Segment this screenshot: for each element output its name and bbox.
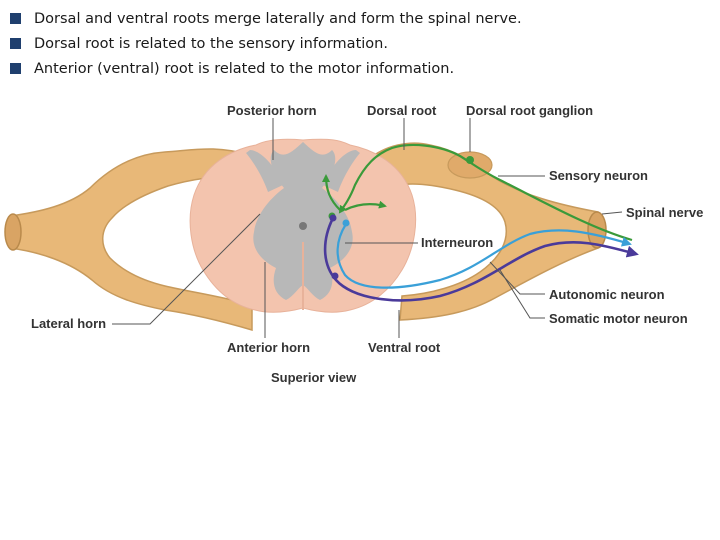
bullet-text: Dorsal and ventral roots merge laterally and form the spinal nerve. bbox=[34, 10, 522, 27]
bullet-text: Dorsal root is related to the sensory information. bbox=[34, 35, 388, 52]
label-dorsal-root: Dorsal root bbox=[367, 103, 437, 118]
label-sensory-neuron: Sensory neuron bbox=[549, 168, 648, 183]
caption-superior-view: Superior view bbox=[271, 370, 357, 385]
label-somatic-motor-neuron: Somatic motor neuron bbox=[549, 311, 688, 326]
label-spinal-nerve: Spinal nerve bbox=[626, 205, 704, 220]
label-ventral-root: Ventral root bbox=[368, 340, 441, 355]
label-lateral-horn: Lateral horn bbox=[31, 316, 107, 331]
dorsal-root-ganglion-shape bbox=[448, 152, 492, 178]
label-autonomic-neuron: Autonomic neuron bbox=[549, 287, 665, 302]
label-anterior-horn: Anterior horn bbox=[227, 340, 311, 355]
spinal-cord bbox=[190, 139, 416, 312]
bullet-text: Anterior (ventral) root is related to the motor information. bbox=[34, 60, 455, 77]
label-interneuron: Interneuron bbox=[421, 235, 494, 250]
central-canal bbox=[299, 222, 307, 230]
label-dorsal-root-ganglion: Dorsal root ganglion bbox=[466, 103, 594, 118]
label-posterior-horn: Posterior horn bbox=[227, 103, 317, 118]
sensory-neuron-cell-body bbox=[466, 156, 474, 164]
